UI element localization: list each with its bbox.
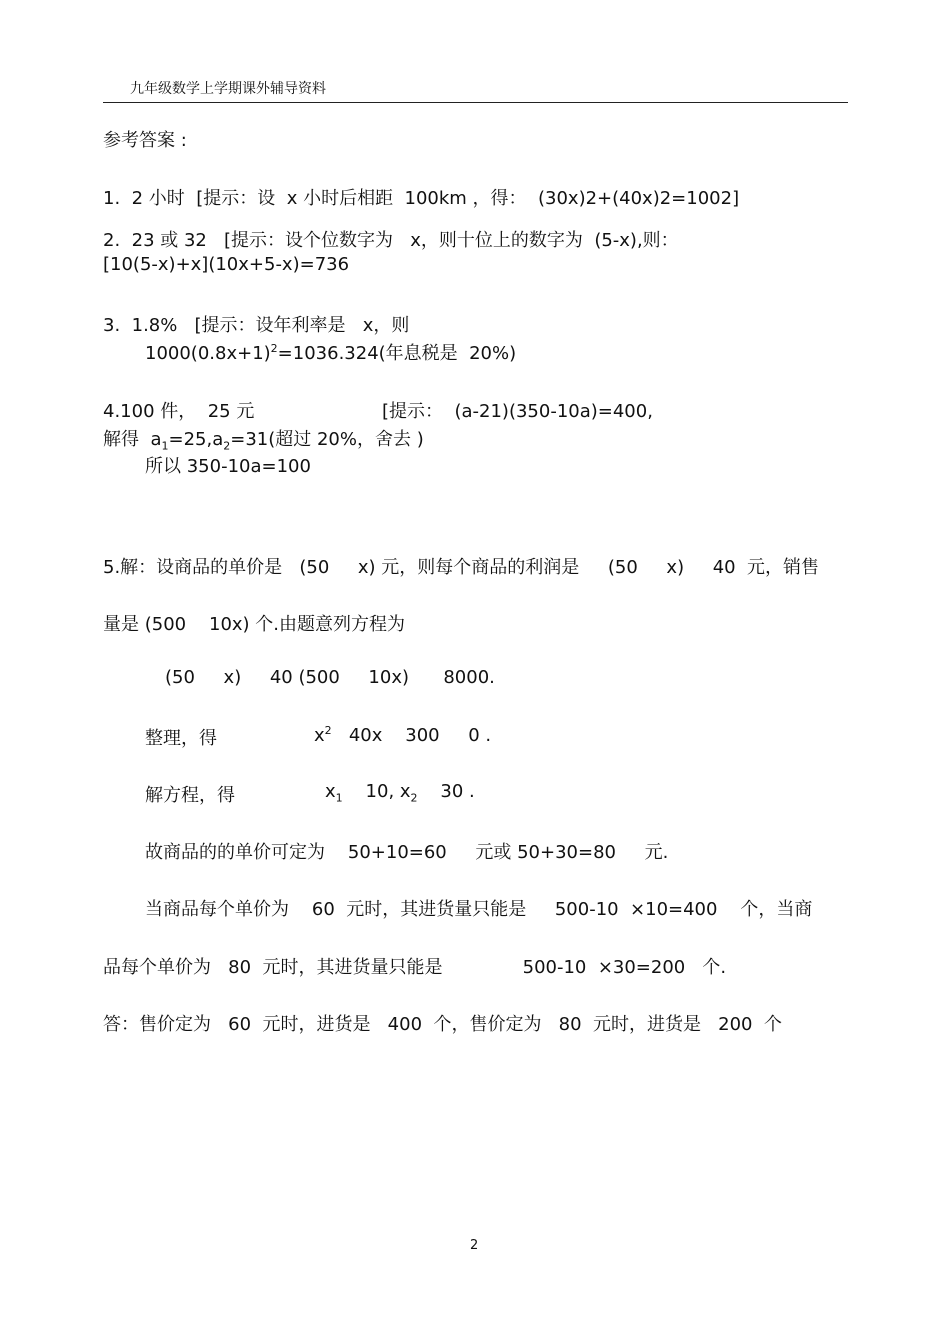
solution-5-solve-label: 解方程，得 (145, 785, 235, 806)
solution-5-roots: $x_1$ 10, $x_2$ 30 . (325, 781, 475, 805)
answer-4-line3: 所以 350-10a=100 (145, 456, 311, 477)
answer-2-line1: 2. 23 或 32 [提示：设个位数字为 x，则十位上的数字为 (5-x),则： (103, 230, 679, 251)
answer-4-line2: 解得 $a_1=25,a_2=31$(超过 20%，舍去 ) (103, 429, 424, 453)
solution-5-simplified-equation: $x^2$ 40x 300 0 . (314, 724, 492, 746)
solution-5-answer: 答：售价定为 60 元时，进货是 400 个，售价定为 80 元时，进货是 200 个 (103, 1014, 782, 1035)
answer-4-line1-right: [提示： (a-21)(350-10a)=400, (382, 401, 653, 422)
solution-5-equation: (50 x) 40 (500 10x) 8000. (165, 667, 495, 688)
answer-4-line1-left: 4.100 件， 25 元 (103, 401, 255, 422)
solution-5-line2: 量是 (500 10x) 个.由题意列方程为 (103, 614, 406, 635)
page-number: 2 (470, 1238, 479, 1253)
answer-2-line2: [10(5-x)+x](10x+5-x)=736 (103, 254, 350, 275)
solution-5-simplify-label: 整理，得 (145, 728, 217, 749)
answer-3-line1: 3. 1.8% [提示：设年利率是 x，则 (103, 315, 410, 336)
solution-5-price-result: 故商品的的单价可定为 50+10=60 元或 50+30=80 元. (145, 842, 669, 863)
header-rule (103, 102, 848, 103)
answer-3-line2: $1000(0.8x+1)^2=1036.324$(年息税是 20%) (145, 342, 517, 364)
header-title: 九年级数学上学期课外辅导资料 (130, 81, 326, 97)
solution-5-stock-line2: 品每个单价为 80 元时，其进货量只能是 500-10 ×30=200 个. (103, 957, 727, 978)
answer-1: 1. 2 小时 [提示：设 x 小时后相距 100km ，得： (30x)2+(40x)2=1002] (103, 188, 740, 209)
answers-heading: 参考答案 : (103, 130, 187, 151)
solution-5-stock-line1: 当商品每个单价为 60 元时，其进货量只能是 500-10 ×10=400 个，当商 (145, 899, 813, 920)
solution-5-line1: 5.解：设商品的单价是 (50 x) 元，则每个商品的利润是 (50 x) 40 元，销售 (103, 557, 820, 578)
